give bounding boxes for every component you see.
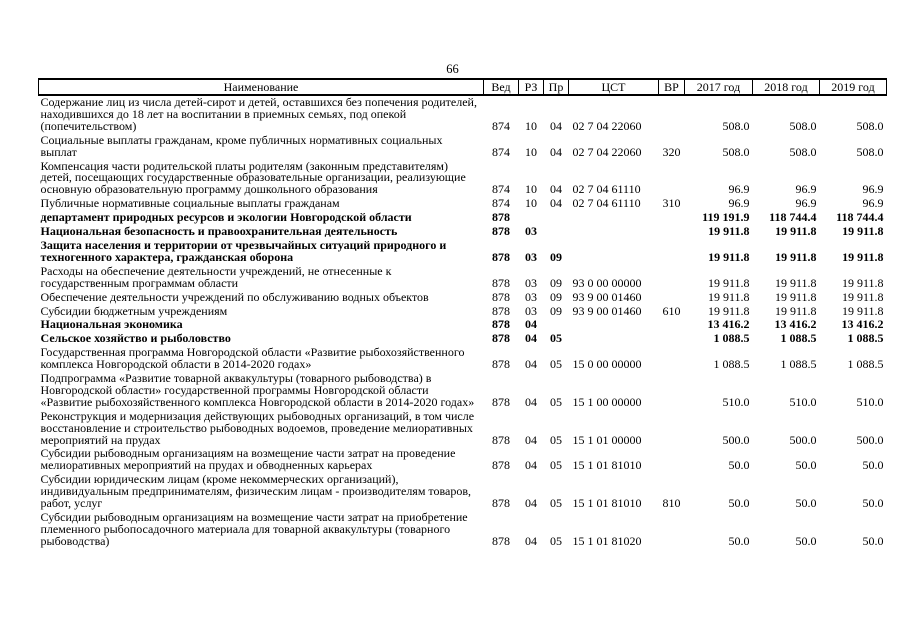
cell-vr: [659, 410, 685, 448]
cell-rz: 10: [525, 144, 537, 159]
cell-2019: 500.0: [856, 432, 884, 447]
cell-pr: 05: [550, 331, 562, 346]
cell-pr: 05: [550, 496, 562, 511]
cell-cst: 02 7 04 22060: [572, 144, 642, 159]
budget-table: [38, 78, 887, 549]
cell-pr: 05: [550, 357, 562, 372]
table-row: [39, 447, 887, 473]
table-row: [39, 410, 887, 448]
cell-name: Государственная программа Новгородской области «Развитие рыбохозяйственного комплекса Новгородской области в 2014-2020 годах»: [40, 345, 465, 372]
cell-name: Субсидии бюджетным учреждениям: [40, 303, 228, 318]
cell-vr: [659, 332, 685, 346]
table-row: [39, 291, 887, 305]
cell-2018: 19 911.8: [774, 303, 817, 318]
cell-name: Обеспечение деятельности учреждений по обслуживанию водных объектов: [40, 289, 429, 304]
header-2017: 2017 год: [685, 79, 753, 95]
cell-2017: 119 191.9: [702, 210, 750, 225]
cell-rz: 04: [525, 317, 537, 332]
cell-ved: 878: [492, 458, 510, 473]
cell-2019: 1 088.5: [847, 357, 884, 372]
cell-cst: 02 7 04 22060: [572, 118, 642, 133]
cell-pr: 04: [550, 118, 562, 133]
cell-ved: 878: [492, 317, 510, 332]
cell-2017: 510.0: [722, 394, 750, 409]
cell-2019: 96.9: [862, 196, 884, 211]
cell-name: Социальные выплаты гражданам, кроме публичных нормативных социальных выплат: [40, 132, 443, 159]
cell-2019: 13 416.2: [841, 317, 884, 332]
cell-2018: 500.0: [789, 432, 817, 447]
cell-2017: 1 088.5: [713, 357, 750, 372]
cell-2018: 13 416.2: [774, 317, 817, 332]
cell-cst: 15 1 01 00000: [572, 432, 642, 447]
cell-rz: 03: [525, 275, 537, 290]
cell-ved: 878: [492, 533, 510, 548]
cell-rz: 04: [525, 331, 537, 346]
cell-2019: 510.0: [856, 394, 884, 409]
table-row: [39, 134, 887, 160]
cell-name: Подпрограмма «Развитие товарной аквакультуры (товарного рыбоводства) в Новгородской области» государственной программы Новгородской области «Развитие рыбохозяйственного комплекса Новгородской области в 2014-2020 годах»: [40, 371, 475, 409]
cell-ved: 874: [492, 182, 510, 197]
cell-2019: 19 911.8: [841, 303, 884, 318]
cell-vr: [659, 211, 685, 225]
cell-2019: 508.0: [856, 118, 884, 133]
cell-rz: 03: [525, 249, 537, 264]
cell-vr: [659, 447, 685, 473]
cell-2018: 19 911.8: [774, 289, 817, 304]
cell-name: Субсидии рыбоводным организациям на возмещение части затрат на проведение мелиоративных мероприятий на прудах и обводненных карьерах: [40, 446, 456, 473]
cell-2019: 19 911.8: [841, 289, 884, 304]
cell-pr: 09: [550, 303, 562, 318]
cell-cst: 15 0 00 00000: [572, 357, 642, 372]
cell-name: Субсидии рыбоводным организациям на возмещение части затрат на приобретение племенного рыбопосадочного материала для товарной аквакультуры (товарного рыбоводства): [40, 510, 468, 548]
cell-2017: 508.0: [722, 144, 750, 159]
cell-2019: 96.9: [862, 182, 884, 197]
cell-cst: [569, 332, 659, 346]
cell-vr: 320: [662, 144, 681, 159]
table-row: [39, 160, 887, 198]
cell-pr: 05: [550, 533, 562, 548]
cell-cst: [569, 211, 659, 225]
cell-2018: 118 744.4: [769, 210, 817, 225]
cell-ved: 878: [492, 357, 510, 372]
header-pr: Пр: [544, 79, 569, 95]
cell-rz: 04: [525, 432, 537, 447]
table-row: [39, 95, 887, 134]
table-row: [39, 332, 887, 346]
cell-cst: [569, 318, 659, 332]
cell-2018: 96.9: [795, 196, 817, 211]
page-number: 66: [446, 62, 459, 76]
cell-vr: [659, 239, 685, 265]
cell-name: Публичные нормативные социальные выплаты гражданам: [40, 196, 340, 211]
cell-rz: 04: [525, 458, 537, 473]
cell-vr: [659, 160, 685, 198]
cell-2019: 19 911.8: [842, 224, 884, 239]
cell-vr: [659, 511, 685, 549]
cell-2019: 508.0: [856, 144, 884, 159]
cell-cst: [569, 225, 659, 239]
table-row: [39, 305, 887, 319]
cell-vr: 310: [662, 196, 681, 211]
cell-2019: 50.0: [862, 496, 884, 511]
cell-name: Компенсация части родительской платы родителям (законным представителям) детей, посещающих государственные образовательные организации, реализующие основную образовательную программу дошкольного образования: [40, 158, 466, 197]
cell-2017: 508.0: [722, 118, 750, 133]
cell-2018: 50.0: [795, 533, 817, 548]
cell-2017: 500.0: [722, 432, 750, 447]
cell-vr: [659, 265, 685, 291]
cell-2018: 50.0: [795, 458, 817, 473]
cell-vr: [659, 291, 685, 305]
table-header: [39, 79, 887, 95]
cell-2017: 96.9: [728, 196, 750, 211]
cell-ved: 878: [492, 289, 510, 304]
cell-cst: 93 0 00 00000: [572, 275, 642, 290]
header-cst: ЦСТ: [569, 79, 659, 95]
cell-2018: 19 911.8: [775, 224, 817, 239]
cell-rz: 04: [525, 496, 537, 511]
cell-vr: [659, 372, 685, 410]
cell-rz: 03: [525, 303, 537, 318]
cell-name: Содержание лиц из числа детей-сирот и детей, оставшихся без попечения родителей, находившихся до 18 лет на воспитании в приемных семьях, под опекой (попечительством): [40, 95, 477, 133]
cell-pr: 04: [550, 182, 562, 197]
cell-2017: 50.0: [728, 533, 750, 548]
table-row: [39, 225, 887, 239]
cell-name: Национальная экономика: [40, 317, 183, 332]
cell-ved: 878: [492, 303, 510, 318]
cell-rz: 03: [525, 224, 537, 239]
cell-pr: 04: [550, 196, 562, 211]
table-row: [39, 211, 887, 225]
cell-2017: 19 911.8: [707, 289, 750, 304]
cell-ved: 878: [492, 331, 510, 346]
cell-2018: 19 911.8: [775, 249, 817, 264]
cell-2018: 508.0: [789, 144, 817, 159]
table-row: [39, 265, 887, 291]
cell-rz: 04: [525, 394, 537, 409]
table-row: [39, 239, 887, 265]
cell-vr: 810: [662, 496, 681, 511]
cell-ved: 874: [492, 118, 510, 133]
cell-2018: 50.0: [795, 496, 817, 511]
cell-ved: 878: [492, 496, 510, 511]
cell-cst: 02 7 04 61110: [572, 196, 641, 211]
cell-ved: 878: [492, 432, 510, 447]
cell-2019: 118 744.4: [836, 210, 884, 225]
cell-rz: 10: [525, 196, 537, 211]
cell-2017: 1 088.5: [713, 331, 750, 346]
cell-cst: 93 9 00 01460: [572, 303, 642, 318]
cell-cst: 02 7 04 61110: [572, 182, 641, 197]
cell-2018: 1 088.5: [780, 357, 817, 372]
cell-2018: 96.9: [795, 182, 817, 197]
header-2019: 2019 год: [820, 79, 887, 95]
table-row: [39, 511, 887, 549]
header-vr: ВР: [659, 79, 685, 95]
cell-name: Защита населения и территории от чрезвычайных ситуаций природного и техногенного характера, гражданская оборона: [40, 237, 447, 264]
cell-2017: 19 911.8: [707, 303, 750, 318]
cell-name: Субсидии юридическим лицам (кроме некоммерческих организаций), индивидуальным предпринимателям, физическим лицам - производителям товаров, работ, услуг: [40, 472, 472, 511]
cell-pr: 09: [550, 249, 562, 264]
cell-pr: 09: [550, 289, 562, 304]
cell-vr: [659, 318, 685, 332]
cell-pr: [544, 211, 569, 225]
cell-2019: 1 088.5: [847, 331, 884, 346]
cell-ved: 874: [492, 196, 510, 211]
cell-2019: 50.0: [862, 533, 884, 548]
cell-2019: 50.0: [862, 458, 884, 473]
cell-rz: 03: [525, 289, 537, 304]
cell-pr: 05: [550, 394, 562, 409]
cell-rz: 04: [525, 357, 537, 372]
cell-pr: [544, 318, 569, 332]
cell-pr: 09: [550, 275, 562, 290]
cell-2017: 96.9: [728, 182, 750, 197]
table-row: [39, 372, 887, 410]
cell-ved: 878: [492, 275, 510, 290]
table-body: [39, 95, 887, 549]
cell-pr: [544, 225, 569, 239]
cell-2017: 19 911.8: [707, 275, 750, 290]
cell-name: Реконструкция и модернизация действующих рыбоводных организаций, в том числе восстановление и строительство рыбоводных водоемов, проведение мелиоративных мероприятий на прудах: [40, 408, 475, 447]
cell-vr: [659, 95, 685, 134]
cell-cst: 15 1 01 81010: [572, 496, 642, 511]
cell-2019: 19 911.8: [841, 275, 884, 290]
cell-cst: 15 1 01 81010: [572, 458, 642, 473]
header-name: Наименование: [39, 79, 484, 95]
cell-vr: 610: [662, 303, 681, 318]
cell-vr: [659, 225, 685, 239]
cell-name: департамент природных ресурсов и экологии Новгородской области: [40, 210, 412, 225]
cell-ved: 878: [492, 224, 510, 239]
table-row: [39, 197, 887, 211]
cell-pr: 05: [550, 458, 562, 473]
table-row: [39, 318, 887, 332]
cell-2018: 508.0: [789, 118, 817, 133]
cell-ved: 874: [492, 144, 510, 159]
cell-2017: 13 416.2: [707, 317, 750, 332]
cell-vr: [659, 346, 685, 372]
cell-2017: 50.0: [728, 458, 750, 473]
cell-rz: 10: [525, 118, 537, 133]
cell-rz: 10: [525, 182, 537, 197]
cell-cst: 15 1 01 81020: [572, 533, 642, 548]
cell-name: Сельское хозяйство и рыболовство: [40, 331, 231, 346]
cell-2018: 510.0: [789, 394, 817, 409]
cell-2019: 19 911.8: [842, 249, 884, 264]
cell-ved: 878: [492, 210, 510, 225]
cell-rz: 04: [525, 533, 537, 548]
cell-name: Национальная безопасность и правоохранительная деятельность: [40, 224, 398, 239]
cell-pr: 05: [550, 432, 562, 447]
cell-rz: [519, 211, 544, 225]
cell-cst: 15 1 00 00000: [572, 394, 642, 409]
cell-2018: 1 088.5: [780, 331, 817, 346]
cell-2018: 19 911.8: [774, 275, 817, 290]
cell-2017: 50.0: [728, 496, 750, 511]
header-rz: РЗ: [519, 79, 544, 95]
cell-2017: 19 911.8: [708, 249, 750, 264]
table-row: [39, 346, 887, 372]
cell-pr: 04: [550, 144, 562, 159]
header-ved: Вед: [484, 79, 519, 95]
cell-cst: 93 9 00 01460: [572, 289, 642, 304]
cell-cst: [569, 239, 659, 265]
cell-name: Расходы на обеспечение деятельности учреждений, не отнесенные к государственным программам области: [40, 263, 392, 290]
cell-2017: 19 911.8: [708, 224, 750, 239]
table-row: [39, 473, 887, 511]
cell-ved: 878: [492, 394, 510, 409]
header-2018: 2018 год: [753, 79, 820, 95]
cell-ved: 878: [492, 249, 510, 264]
